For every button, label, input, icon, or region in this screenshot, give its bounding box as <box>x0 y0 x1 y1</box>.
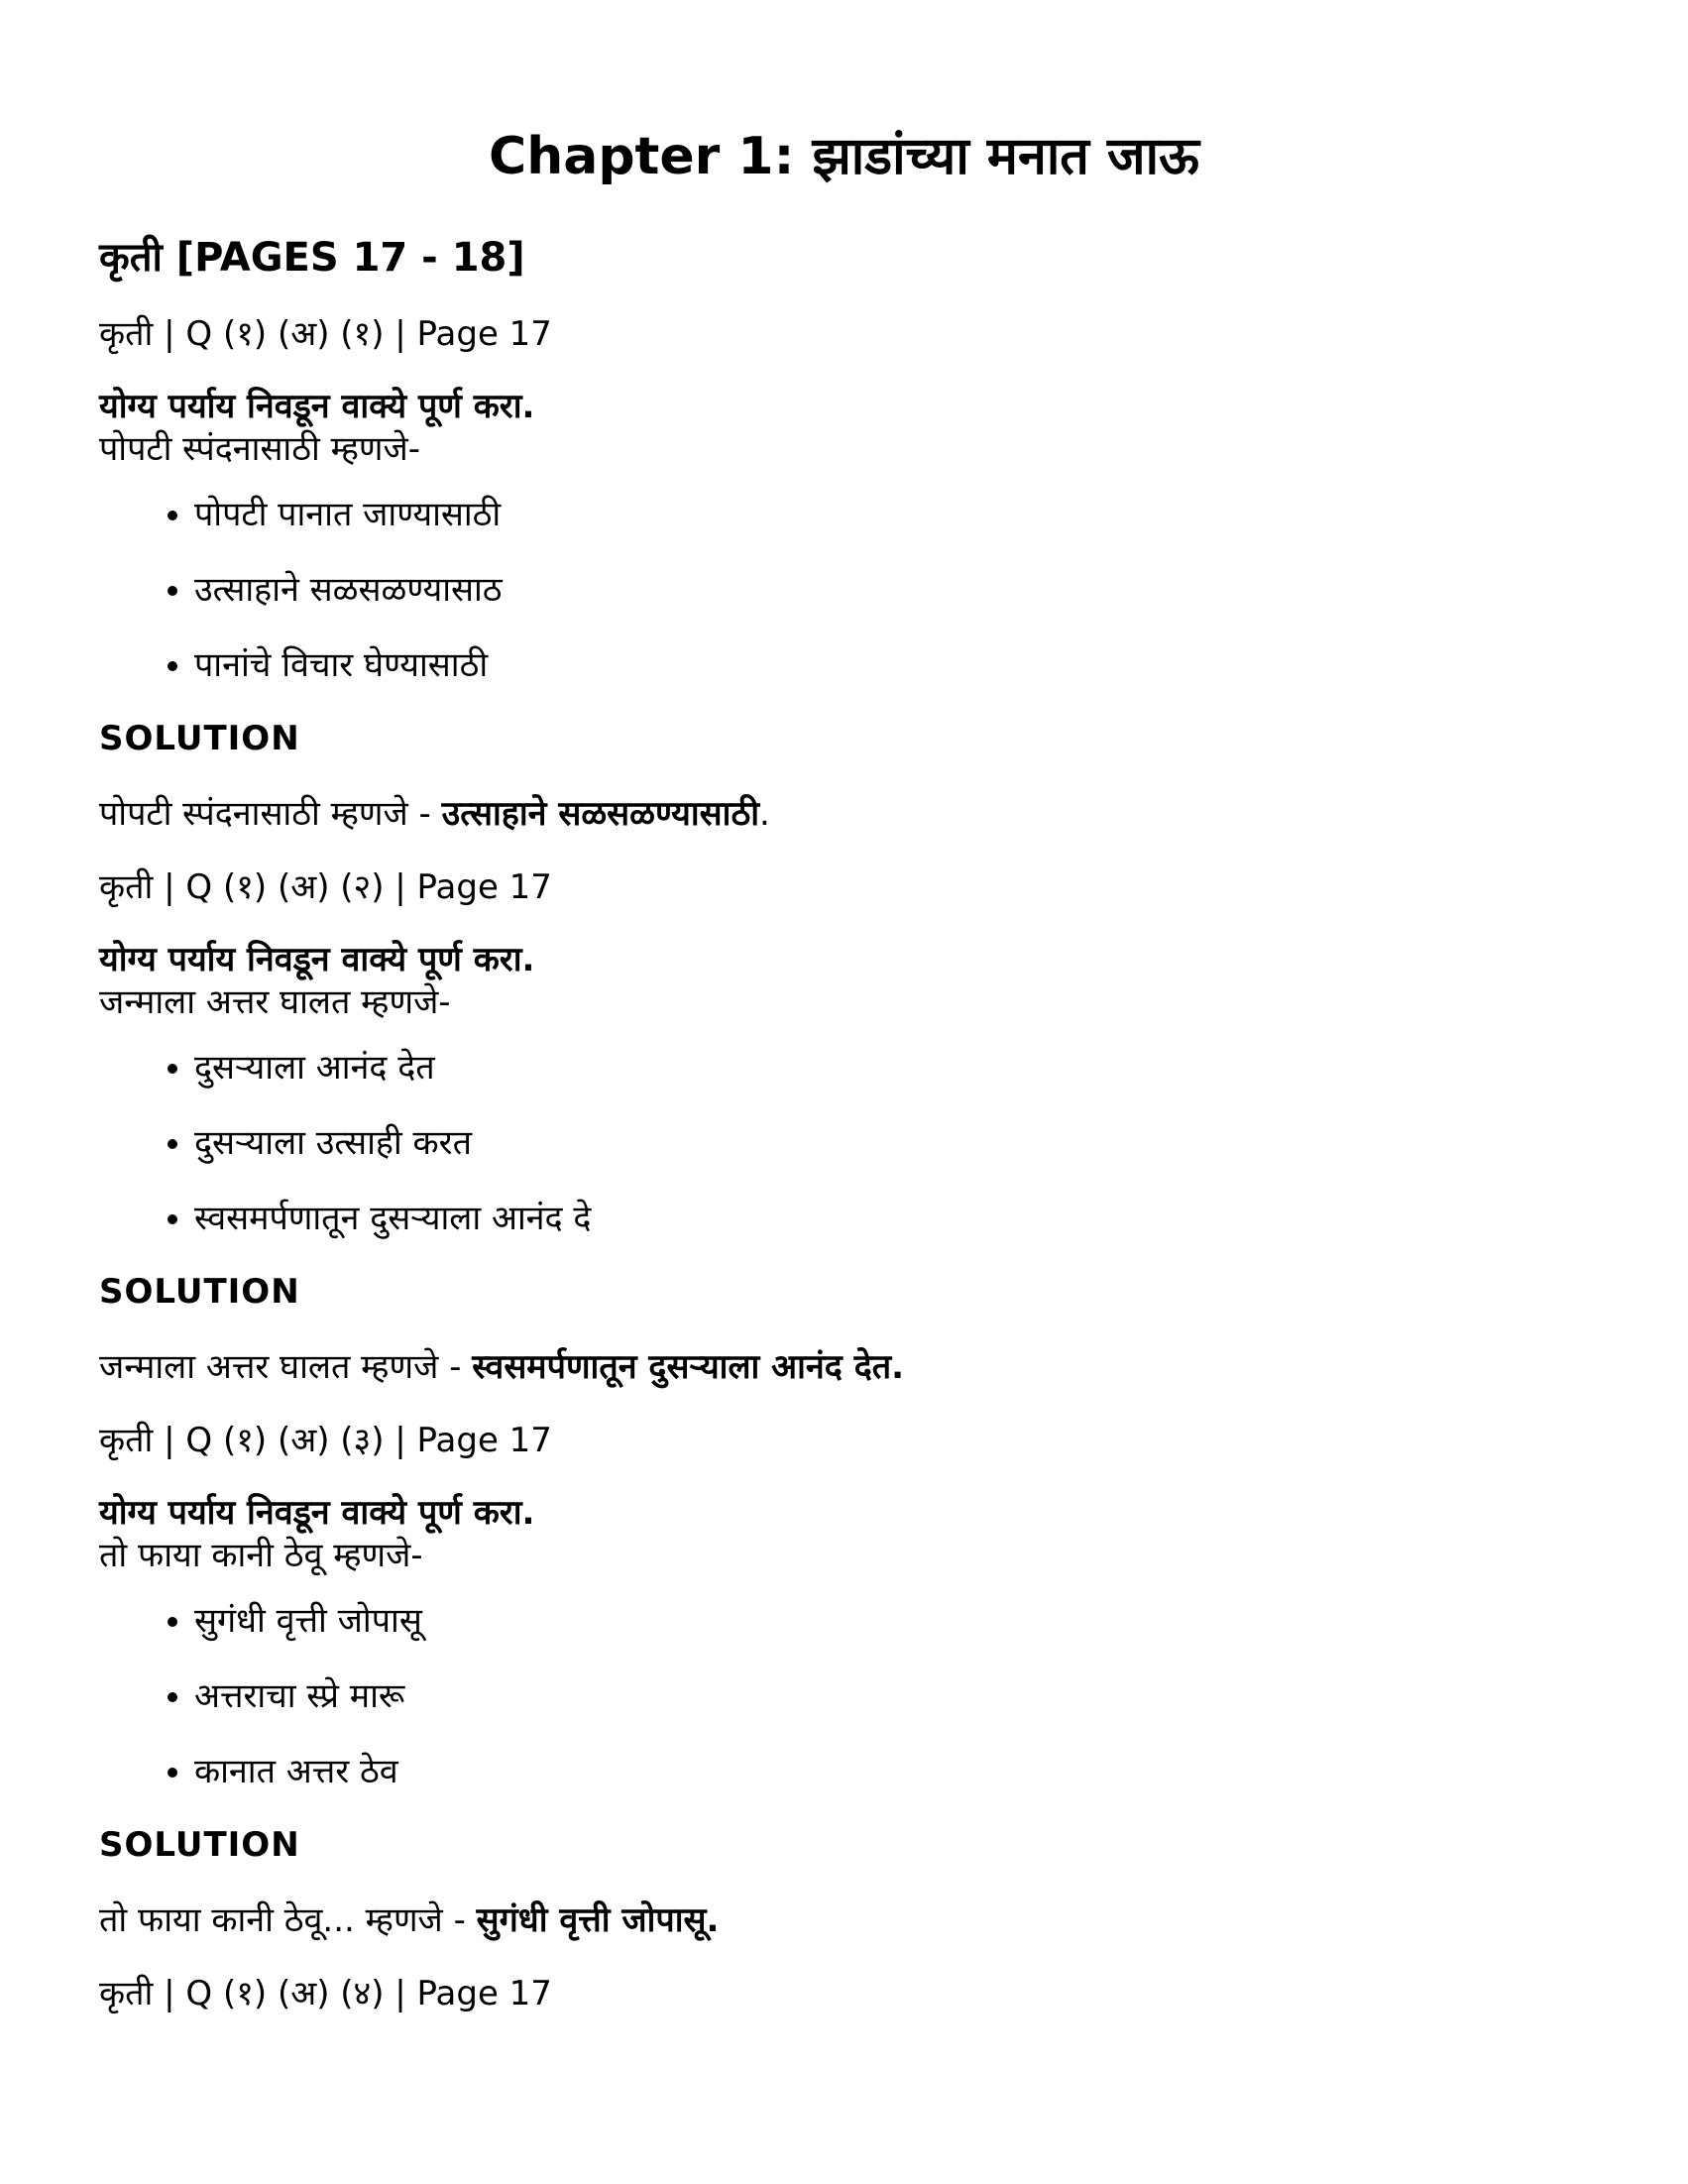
answer-bold-text: सुगंधी वृत्ती जोपासू. <box>476 1900 720 1940</box>
question-prompt: तो फाया कानी ठेवू म्हणजे- <box>99 1536 423 1575</box>
solution-label: SOLUTION <box>99 719 300 758</box>
option-list <box>99 1043 1589 1243</box>
option-item: • पोपटी पानात जाण्यासाठी <box>194 490 1589 539</box>
answer-prefix: तो फाया कानी ठेवू... म्हणजे - <box>99 1900 477 1940</box>
answer-prefix: पोपटी स्पंदनासाठी म्हणजे - <box>99 794 442 834</box>
section-heading: कृती [PAGES 17 - 18] <box>99 235 525 281</box>
question-instruction: योग्य पर्याय निवडून वाक्ये पूर्ण करा. <box>99 1493 535 1533</box>
option-item: • सुगंधी वृत्ती जोपासू <box>194 1596 1589 1646</box>
option-item: • स्वसमर्पणातून दुसऱ्याला आनंद दे <box>194 1194 1589 1243</box>
solution-label: SOLUTION <box>99 1272 300 1312</box>
question-reference: कृती | Q (१) (अ) (३) | Page 17 <box>99 1421 552 1460</box>
solution-answer <box>99 789 1589 839</box>
question-block <box>99 862 1589 1392</box>
question-prompt: जन्माला अत्तर घालत म्हणजे- <box>99 982 451 1022</box>
option-item: • कानात अत्तर ठेव <box>194 1747 1589 1796</box>
question-block <box>99 1416 1589 1945</box>
option-item: • दुसऱ्याला आनंद देत <box>194 1043 1589 1092</box>
option-item: • दुसऱ्याला उत्साही करत <box>194 1118 1589 1168</box>
answer-bold-text: स्वसमर्पणातून दुसऱ्याला आनंद देत. <box>472 1347 905 1387</box>
question-reference: कृती | Q (१) (अ) (१) | Page 17 <box>99 314 552 354</box>
question-instruction: योग्य पर्याय निवडून वाक्ये पूर्ण करा. <box>99 387 535 426</box>
answer-prefix: जन्माला अत्तर घालत म्हणजे - <box>99 1347 473 1387</box>
option-item: • उत्साहाने सळसळण्यासाठ <box>194 565 1589 615</box>
question-block <box>99 309 1589 839</box>
question-instruction: योग्य पर्याय निवडून वाक्ये पूर्ण करा. <box>99 940 535 979</box>
question-prompt: पोपटी स्पंदनासाठी म्हणजे- <box>99 429 421 469</box>
solution-label: SOLUTION <box>99 1825 300 1865</box>
answer-suffix: . <box>759 794 770 834</box>
answer-bold-text: उत्साहाने सळसळण्यासाठी <box>441 794 760 834</box>
option-list <box>99 1596 1589 1796</box>
option-item: • अत्तराचा स्प्रे मारू <box>194 1671 1589 1721</box>
question-reference: कृती | Q (१) (अ) (२) | Page 17 <box>99 867 552 907</box>
question-reference: कृती | Q (१) (अ) (४) | Page 17 <box>99 1974 552 2013</box>
option-list <box>99 490 1589 690</box>
chapter-title: Chapter 1: झाडांच्या मनात जाऊ <box>489 127 1199 186</box>
solution-answer <box>99 1342 1589 1392</box>
option-item: • पानांचे विचार घेण्यासाठी <box>194 640 1589 690</box>
solution-answer <box>99 1896 1589 1945</box>
